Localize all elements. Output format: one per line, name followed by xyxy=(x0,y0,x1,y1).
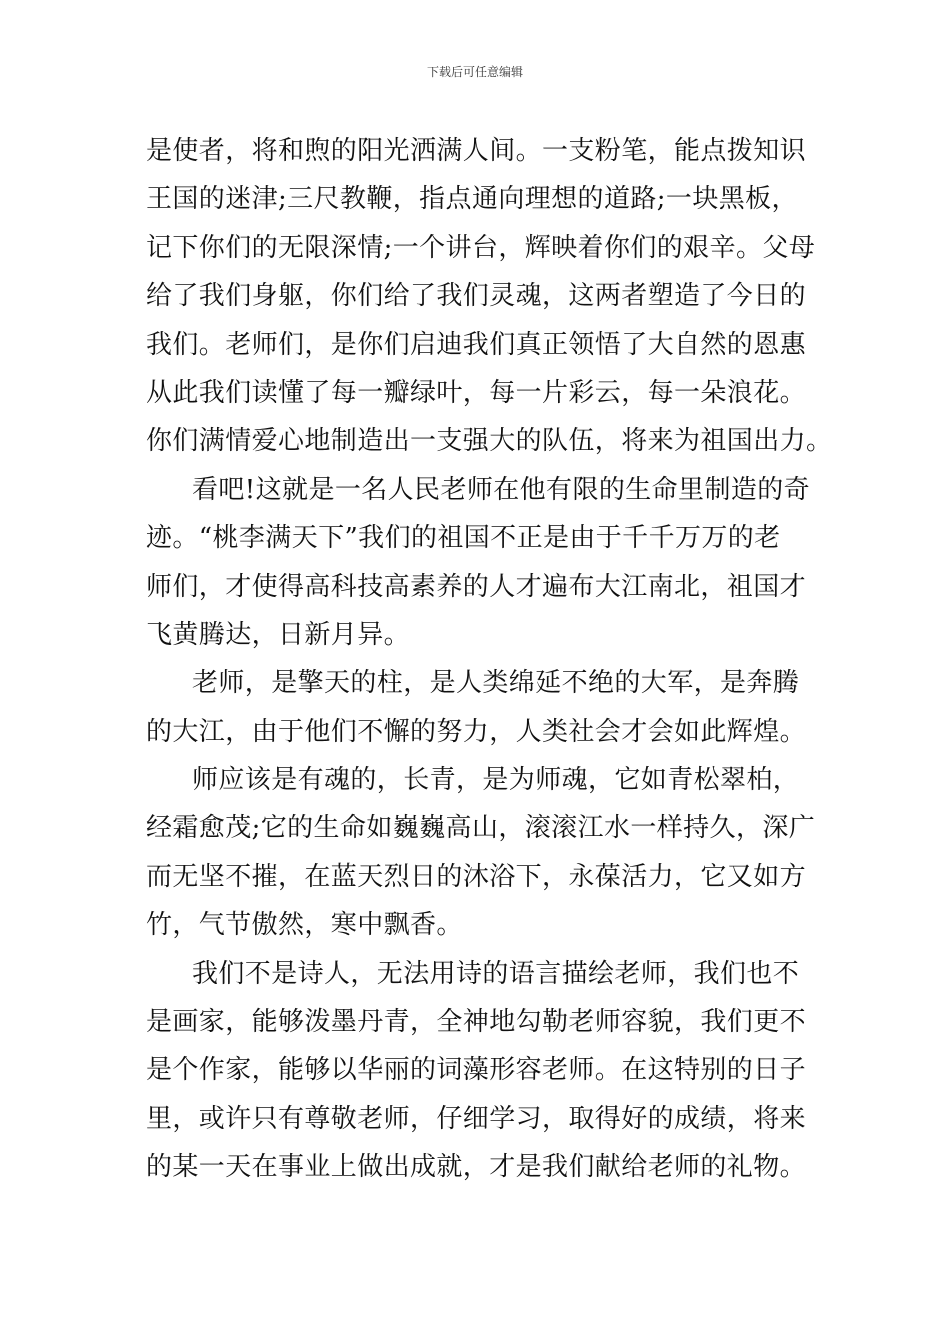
text-line: 迹。“桃李满天下”我们的祖国不正是由于千千万万的老 xyxy=(146,523,781,554)
text-line: 的某一天在事业上做出成就，才是我们献给老师的礼物。 xyxy=(146,1152,807,1183)
text-line: 是使者，将和煦的阳光洒满人间。一支粉笔，能点拨知识 xyxy=(146,136,807,166)
text-line: 从此我们读懂了每一瓣绿叶，每一片彩云，每一朵浪花。 xyxy=(146,377,807,408)
text-line: 飞黄腾达，日新月异。 xyxy=(146,619,411,650)
text-line: 竹，气节傲然，寒中飘香。 xyxy=(146,910,463,941)
text-line: 而无坚不摧，在蓝天烈日的沐浴下，永葆活力，它又如方 xyxy=(146,861,807,892)
text-line: 里，或许只有尊敬老师，仔细学习，取得好的成绩，将来 xyxy=(146,1103,807,1134)
page-header: 下载后可任意编辑 xyxy=(426,65,523,79)
text-line: 给了我们身躯，你们给了我们灵魂，这两者塑造了今日的 xyxy=(146,281,807,312)
paragraph-first-line: 师应该是有魂的，长青，是为师魂，它如青松翠柏， xyxy=(192,765,800,796)
text-line: 的大江，由于他们不懈的努力，人类社会才会如此辉煌。 xyxy=(146,716,807,747)
paragraph-first-line: 老师，是擎天的柱，是人类绵延不绝的大军，是奔腾 xyxy=(192,668,800,699)
text-line: 师们，才使得高科技高素养的人才遍布大江南北，祖国才 xyxy=(146,571,807,602)
text-line: 经霜愈茂;它的生命如巍巍高山，滚滚江水一样持久，深广 xyxy=(146,813,816,844)
text-line: 是个作家，能够以华丽的词藻形容老师。在这特别的日子 xyxy=(146,1055,807,1086)
text-line: 是画家，能够泼墨丹青，全神地勾勒老师容貌，我们更不 xyxy=(146,1007,807,1038)
text-line: 你们满情爱心地制造出一支强大的队伍，将来为祖国出力。 xyxy=(146,426,833,457)
text-line: 记下你们的无限深情;一个讲台，辉映着你们的艰辛。父母 xyxy=(146,232,816,263)
document-body xyxy=(146,127,833,1192)
text-line: 我们。老师们，是你们启迪我们真正领悟了大自然的恩惠 xyxy=(146,329,807,360)
text-line: 王国的迷津;三尺教鞭，指点通向理想的道路;一块黑板， xyxy=(146,184,798,215)
paragraph-first-line: 看吧!这就是一名人民老师在他有限的生命里制造的奇 xyxy=(192,474,811,505)
paragraph-first-line: 我们不是诗人，无法用诗的语言描绘老师，我们也不 xyxy=(192,958,800,989)
